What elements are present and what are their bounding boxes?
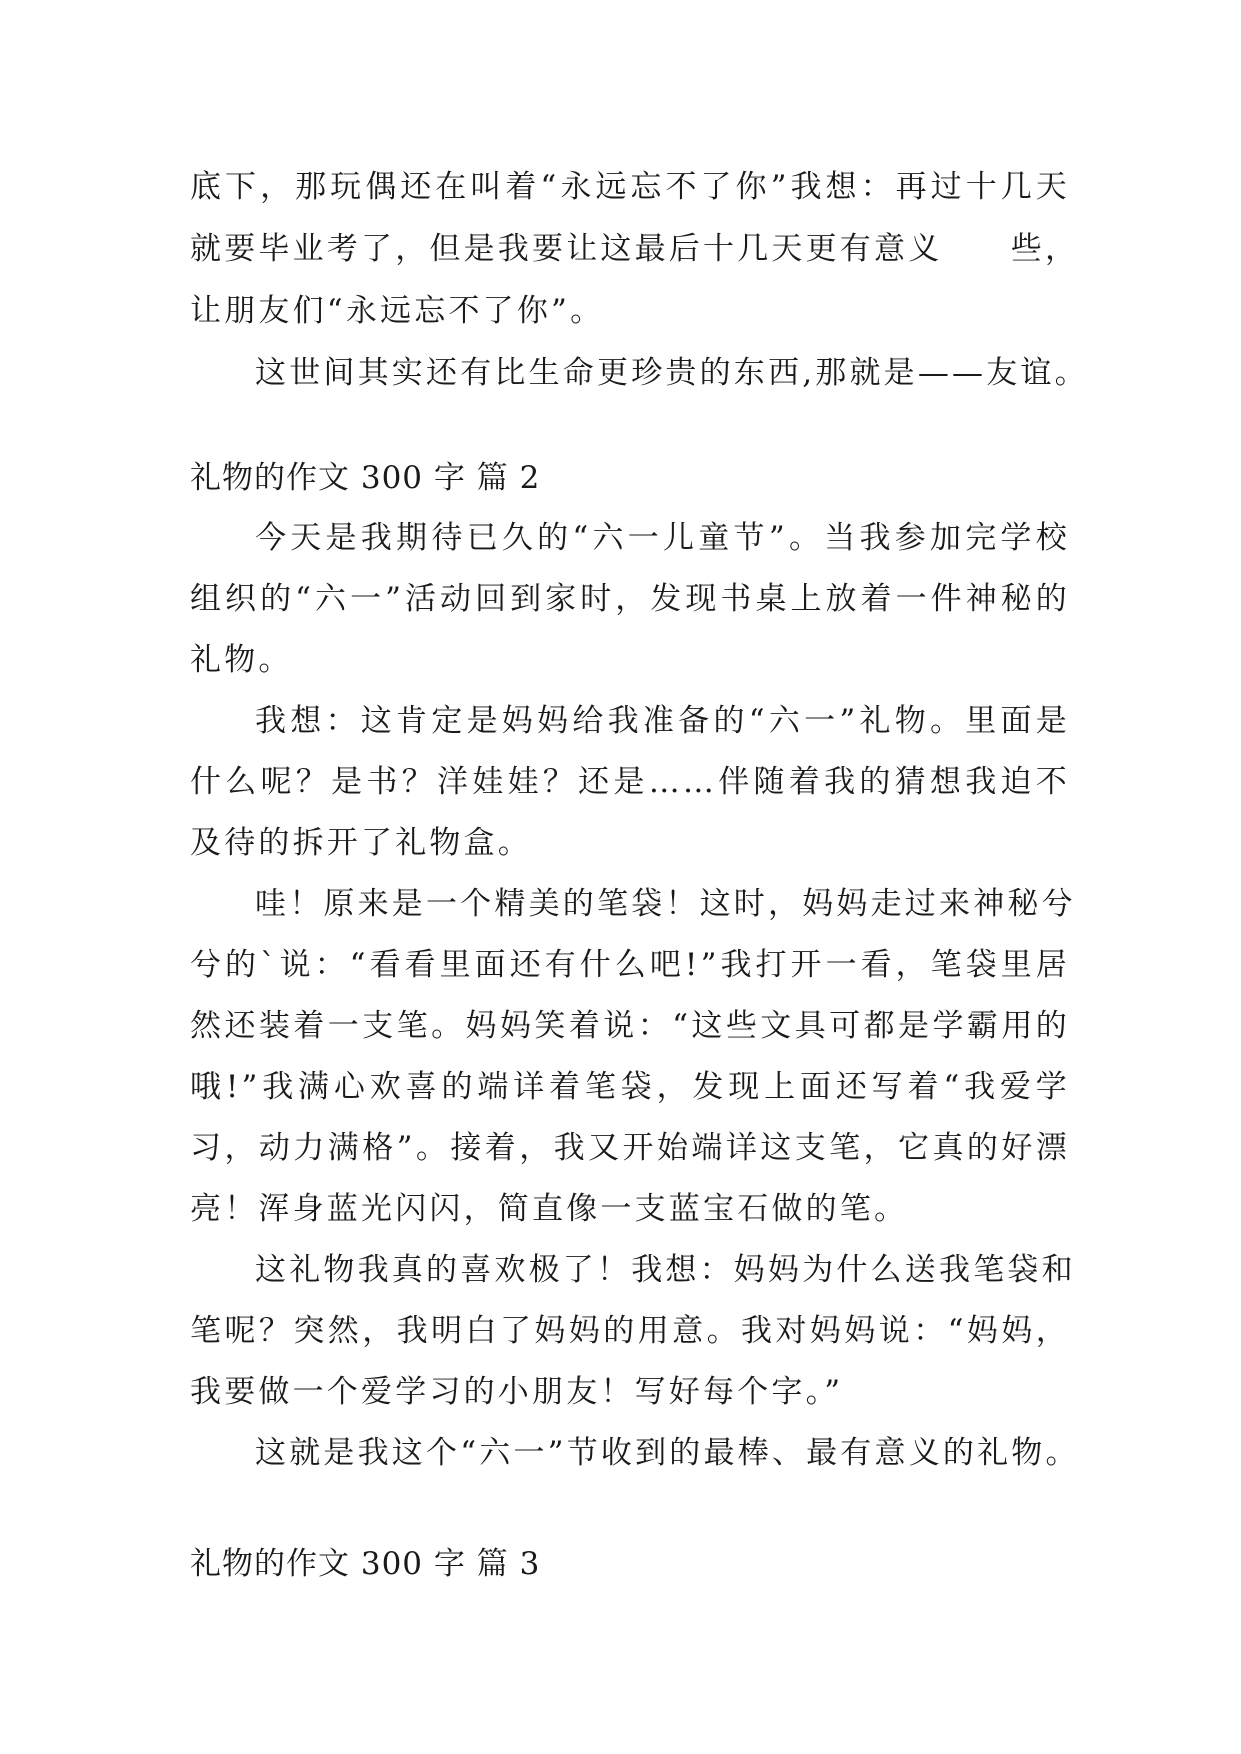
paragraph-line: 然还装着一支笔。妈妈笑着说：“这些文具可都是学霸用的 — [190, 1008, 1070, 1044]
section-heading: 礼物的作文 300 字 篇 2 — [190, 460, 541, 496]
paragraph-line: 及待的拆开了礼物盒。 — [190, 825, 532, 861]
paragraph-line: 就要毕业考了，但是我要让这最后十几天更有意义 些， — [190, 231, 1080, 267]
paragraph-line: 让朋友们“永远忘不了你”。 — [190, 293, 605, 329]
paragraph-line: 哇！原来是一个精美的笔袋！这时，妈妈走过来神秘兮 — [255, 886, 1076, 922]
paragraph-line: 今天是我期待已久的“六一儿童节”。当我参加完学校 — [255, 520, 1070, 556]
paragraph-line: 笔呢？突然，我明白了妈妈的用意。我对妈妈说：“妈妈， — [190, 1313, 1070, 1349]
paragraph-line: 什么呢？是书？洋娃娃？还是……伴随着我的猜想我迫不 — [190, 764, 1070, 800]
paragraph-line: 兮的`说：“看看里面还有什么吧!”我打开一看，笔袋里居 — [190, 947, 1070, 983]
paragraph-line: 这礼物我真的喜欢极了！我想：妈妈为什么送我笔袋和 — [255, 1252, 1076, 1288]
paragraph-line: 我想：这肯定是妈妈给我准备的“六一”礼物。里面是 — [255, 703, 1070, 739]
paragraph-line: 底下，那玩偶还在叫着“永远忘不了你”我想：再过十几天 — [190, 169, 1070, 205]
section-heading: 礼物的作文 300 字 篇 3 — [190, 1546, 541, 1582]
paragraph-line: 组织的“六一”活动回到家时，发现书桌上放着一件神秘的 — [190, 581, 1070, 617]
paragraph-line: 这世间其实还有比生命更珍贵的东西,那就是——友谊。 — [255, 355, 1089, 391]
paragraph-line: 哦!”我满心欢喜的端详着笔袋，发现上面还写着“我爱学 — [190, 1069, 1070, 1105]
paragraph-line: 我要做一个爱学习的小朋友！写好每个字。” — [190, 1374, 844, 1410]
paragraph-line: 亮！浑身蓝光闪闪，简直像一支蓝宝石做的笔。 — [190, 1191, 909, 1227]
paragraph-line: 这就是我这个“六一”节收到的最棒、最有意义的礼物。 — [255, 1435, 1080, 1471]
paragraph-line: 习，动力满格”。接着，我又开始端详这支笔，它真的好漂 — [190, 1130, 1070, 1166]
paragraph-line: 礼物。 — [190, 642, 293, 678]
